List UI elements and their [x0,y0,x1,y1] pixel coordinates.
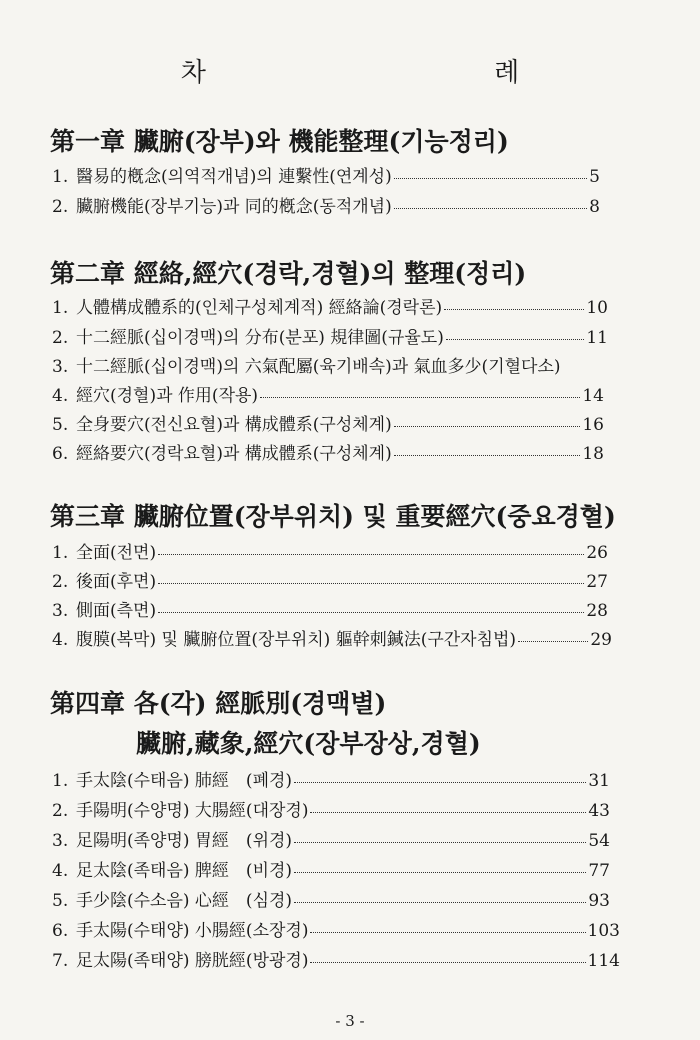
entry-page: 114 [587,951,620,971]
dot-leader [310,932,585,933]
page-title: 차 례 [180,58,660,88]
entry-text: 人體構成體系的(인체구성체계적) 經絡論(경락론) [76,298,443,318]
dot-leader [444,309,584,310]
entry-page: 93 [588,891,610,911]
dot-leader [158,612,584,613]
entry-page: 103 [587,921,620,941]
entry-page: 77 [588,861,610,881]
entry-number: 1. [52,771,69,791]
dot-leader [394,426,581,427]
entry-number: 2. [52,801,69,821]
toc-entry [52,766,610,791]
entry-page: 31 [588,771,610,791]
dot-leader [394,455,581,456]
entry-number: 4. [52,630,69,650]
entry-text: 十二經脈(십이경맥)의 分布(분포) 規律圖(규율도) [76,328,444,348]
entry-page: 27 [586,572,608,592]
dot-leader [310,962,585,963]
entry-number: 6. [52,444,69,464]
entry-text: 手少陰(수소음) 心經 (심경) [76,891,293,911]
toc-entry [52,293,608,318]
entry-text: 手陽明(수양명) 大腸經(대장경) [76,801,309,821]
entry-text: 足陽明(족양명) 胃經 (위경) [76,831,293,851]
entry-page: 5 [589,167,600,187]
dot-leader [446,339,585,340]
entry-number: 4. [52,861,69,881]
entry-page: 29 [590,630,612,650]
entry-number: 5. [52,891,69,911]
toc-entry [52,439,604,464]
entry-page: 26 [586,543,608,563]
toc-entry [52,192,600,217]
toc-entry [52,856,610,881]
chapter-heading: 第一章 臟腑(장부)와 機能整理(기능정리) [50,127,509,156]
toc-entry [52,567,608,592]
dot-leader [158,583,584,584]
toc-entry [52,886,610,911]
entry-number: 7. [52,951,69,971]
entry-page: 18 [582,444,604,464]
toc-entry [52,323,608,348]
entry-text: 臟腑機能(장부기능)과 同的槪念(동적개념) [76,197,392,217]
toc-entry [52,826,610,851]
entry-page: 11 [586,328,608,348]
toc-entry [52,538,608,563]
page-number-footer: - 3 - [335,1012,365,1030]
toc-entry [52,916,620,941]
entry-number: 1. [52,543,69,563]
entry-text: 手太陽(수태양) 小腸經(소장경) [76,921,309,941]
entry-page: 28 [586,601,608,621]
entry-number: 2. [52,328,69,348]
entry-number: 4. [52,386,69,406]
entry-text: 足太陽(족태양) 膀胱經(방광경) [76,951,309,971]
dot-leader [260,397,580,398]
dot-leader [294,782,586,783]
entry-number: 2. [52,572,69,592]
chapter-heading: 第四章 各(각) 經脈別(경맥별) [50,689,387,718]
dot-leader [294,842,586,843]
dot-leader [294,872,586,873]
entry-page: 10 [586,298,608,318]
entry-text: 經穴(경혈)과 作用(작용) [76,386,259,406]
entry-text: 全面(전면) [76,543,157,563]
entry-number: 2. [52,197,69,217]
entry-number: 3. [52,601,69,621]
entry-number: 1. [52,167,69,187]
entry-text: 經絡要穴(경락요혈)과 構成體系(구성체계) [76,444,392,464]
entry-text: 腹膜(복막) 및 臟腑位置(장부위치) 軀幹刺鍼法(구간자침법) [76,630,517,650]
chapter-subheading: 臟腑,藏象,經穴(장부장상,경혈) [136,729,481,758]
dot-leader [158,554,584,555]
chapter-heading: 第二章 經絡,經穴(경락,경혈)의 整理(정리) [50,259,527,288]
entry-page: 14 [582,386,604,406]
entry-text: 十二經脈(십이경맥)의 六氣配屬(육기배속)과 氣血多少(기혈다소) [76,357,561,377]
toc-entry [52,625,612,650]
toc-entry [52,796,610,821]
dot-leader [294,902,586,903]
entry-text: 全身要穴(전신요혈)과 構成體系(구성체계) [76,415,392,435]
entry-number: 3. [52,357,69,377]
dot-leader [310,812,586,813]
entry-text: 醫易的槪念(의역적개념)의 連繫性(연계성) [76,167,392,187]
chapter-heading: 第三章 臟腑位置(장부위치) 및 重要經穴(중요경혈) [50,502,616,531]
entry-page: 54 [588,831,610,851]
toc-entry [52,946,620,971]
entry-text: 後面(후면) [76,572,157,592]
entry-page: 16 [582,415,604,435]
toc-entry [52,410,604,435]
entry-text: 手太陰(수태음) 肺經 (폐경) [76,771,293,791]
entry-page: 8 [589,197,600,217]
toc-entry [52,352,561,377]
entry-number: 5. [52,415,69,435]
entry-number: 6. [52,921,69,941]
entry-number: 3. [52,831,69,851]
toc-entry [52,381,604,406]
dot-leader [394,208,587,209]
dot-leader [518,641,588,642]
toc-entry [52,596,608,621]
entry-text: 足太陰(족태음) 脾經 (비경) [76,861,293,881]
entry-number: 1. [52,298,69,318]
entry-text: 側面(측면) [76,601,157,621]
entry-page: 43 [588,801,610,821]
dot-leader [394,178,587,179]
toc-entry [52,162,600,187]
